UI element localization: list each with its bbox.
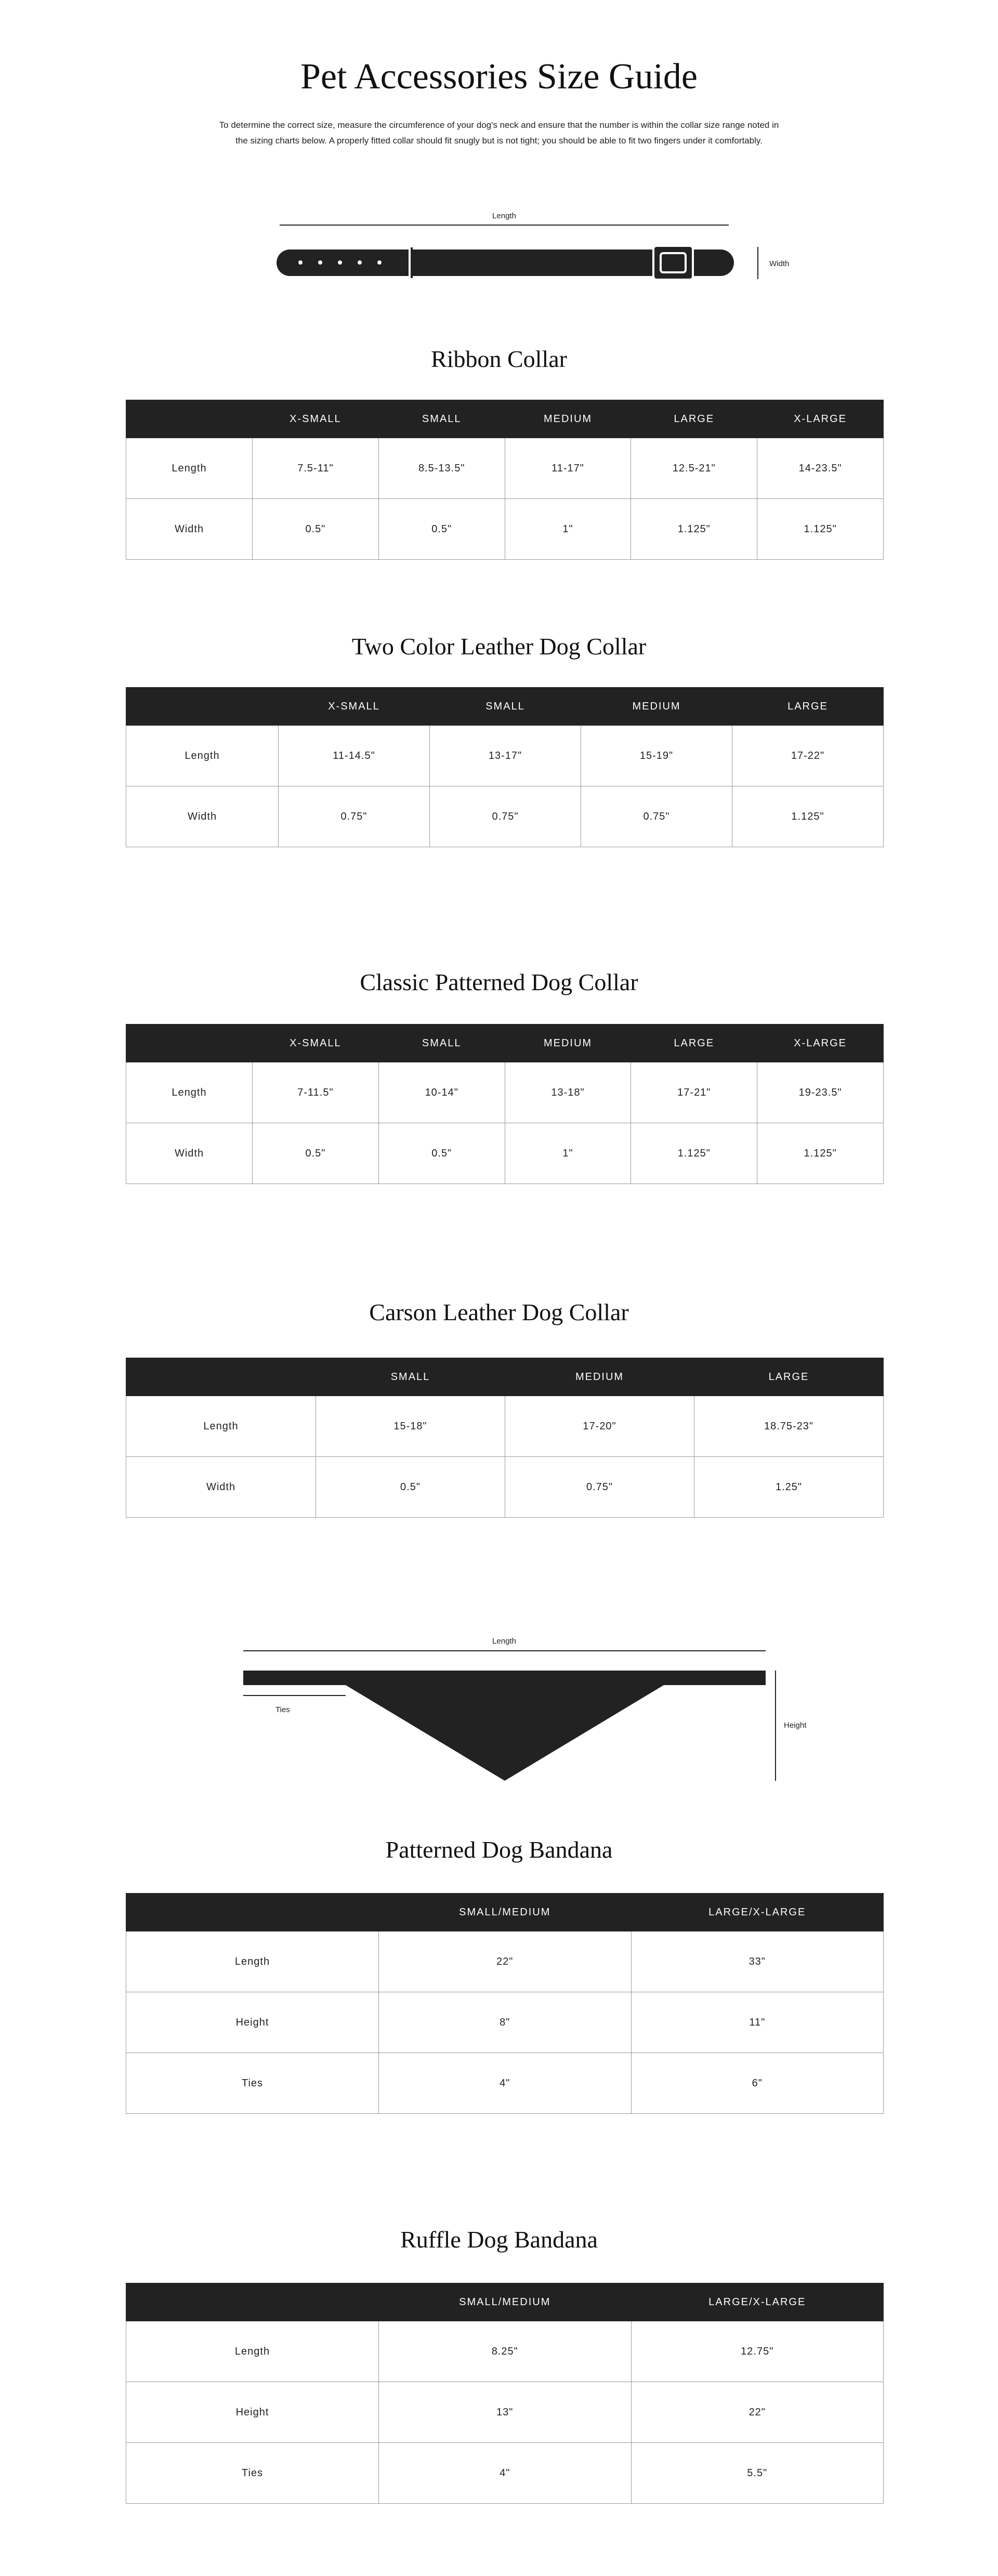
column-header: MEDIUM xyxy=(581,688,732,726)
column-header: LARGE xyxy=(631,1024,757,1062)
ruffle-bandana-title: Ruffle Dog Bandana xyxy=(400,2226,598,2253)
collar-hole xyxy=(358,260,362,265)
table-cell: 10-14" xyxy=(378,1062,505,1123)
row-label: Length xyxy=(126,726,279,786)
table-cell: 0.75" xyxy=(581,786,732,847)
column-header: MEDIUM xyxy=(505,1358,694,1396)
collar-length-label: Length xyxy=(492,212,516,220)
table-cell: 1.125" xyxy=(631,1123,757,1184)
column-header: SMALL/MEDIUM xyxy=(379,2283,632,2321)
table-cell: 0.75" xyxy=(279,786,430,847)
table-cell: 0.5" xyxy=(316,1457,505,1518)
bandana-triangle xyxy=(346,1685,664,1781)
table-cell: 13-18" xyxy=(505,1062,631,1123)
table-cell: 0.5" xyxy=(378,499,505,560)
table-row xyxy=(126,1457,884,1518)
table-cell: 12.5-21" xyxy=(631,438,757,499)
table-corner xyxy=(126,1358,316,1396)
table-cell: 5.5" xyxy=(631,2443,884,2504)
row-label: Length xyxy=(126,438,253,499)
column-header: X-LARGE xyxy=(757,400,884,438)
table-cell: 15-18" xyxy=(316,1396,505,1457)
table-cell: 0.5" xyxy=(253,499,379,560)
patterned-bandana-table xyxy=(126,1893,884,2114)
table-corner xyxy=(126,1024,253,1062)
table-cell: 1.125" xyxy=(631,499,757,560)
table-cell: 4" xyxy=(379,2443,632,2504)
table-cell: 33" xyxy=(631,1931,884,1992)
bandana-diagram xyxy=(0,1611,998,1788)
collar-hole xyxy=(377,260,382,265)
table-row xyxy=(126,786,884,847)
column-header: X-SMALL xyxy=(253,1024,379,1062)
collar-hole xyxy=(318,260,322,265)
table-cell: 22" xyxy=(379,1931,632,1992)
column-header: LARGE/X-LARGE xyxy=(631,1894,884,1931)
column-header: LARGE xyxy=(631,400,757,438)
table-header-row xyxy=(126,688,884,726)
row-label: Length xyxy=(126,1396,316,1457)
table-cell: 17-20" xyxy=(505,1396,694,1457)
table-cell: 19-23.5" xyxy=(757,1062,884,1123)
column-header: SMALL xyxy=(316,1358,505,1396)
table-cell: 14-23.5" xyxy=(757,438,884,499)
table-row xyxy=(126,1992,884,2053)
classic-patterned-collar-table xyxy=(126,1024,884,1184)
column-header: SMALL/MEDIUM xyxy=(379,1894,632,1931)
table-cell: 0.5" xyxy=(253,1123,379,1184)
carson-collar-title: Carson Leather Dog Collar xyxy=(369,1299,629,1325)
row-label: Width xyxy=(126,1457,316,1518)
carson-collar-table xyxy=(126,1358,884,1518)
table-cell: 0.5" xyxy=(378,1123,505,1184)
table-cell: 12.75" xyxy=(631,2321,884,2382)
two-color-collar-title: Two Color Leather Dog Collar xyxy=(351,633,647,660)
table-row xyxy=(126,438,884,499)
collar-hole xyxy=(298,260,303,265)
row-label: Length xyxy=(126,1931,379,1992)
intro-line-1: To determine the correct size, measure the circumference of your dog's neck and ensure that the number is within the collar size range noted in xyxy=(219,120,779,130)
column-header: LARGE/X-LARGE xyxy=(631,2283,884,2321)
column-header: MEDIUM xyxy=(505,1024,631,1062)
column-header: LARGE xyxy=(732,688,884,726)
table-corner xyxy=(126,1894,379,1931)
two-color-collar-table xyxy=(126,687,884,847)
table-row xyxy=(126,726,884,786)
table-row xyxy=(126,1062,884,1123)
column-header: SMALL xyxy=(378,1024,505,1062)
row-label: Length xyxy=(126,2321,379,2382)
table-header-row xyxy=(126,1358,884,1396)
table-cell: 1" xyxy=(505,1123,631,1184)
table-cell: 1" xyxy=(505,499,631,560)
table-cell: 0.75" xyxy=(430,786,581,847)
ribbon-collar-title: Ribbon Collar xyxy=(431,346,567,372)
table-cell: 11-17" xyxy=(505,438,631,499)
table-cell: 1.25" xyxy=(694,1457,884,1518)
table-cell: 13" xyxy=(379,2382,632,2443)
table-corner xyxy=(126,400,253,438)
row-label: Height xyxy=(126,2382,379,2443)
table-cell: 1.125" xyxy=(732,786,884,847)
table-row xyxy=(126,499,884,560)
table-header-row xyxy=(126,1894,884,1931)
table-cell: 8.25" xyxy=(379,2321,632,2382)
collar-hole xyxy=(338,260,342,265)
column-header: X-SMALL xyxy=(253,400,379,438)
table-cell: 11-14.5" xyxy=(279,726,430,786)
page-title: Pet Accessories Size Guide xyxy=(300,57,698,97)
intro-line-2: the sizing charts below. A properly fitted collar should fit snugly but is not tight; you should be able to fit two fingers under it comfortably. xyxy=(235,136,763,146)
table-cell: 18.75-23" xyxy=(694,1396,884,1457)
ribbon-collar-table xyxy=(126,400,884,560)
table-header-row xyxy=(126,400,884,438)
table-cell: 0.75" xyxy=(505,1457,694,1518)
row-label: Width xyxy=(126,786,279,847)
row-label: Height xyxy=(126,1992,379,2053)
column-header: MEDIUM xyxy=(505,400,631,438)
table-cell: 4" xyxy=(379,2053,632,2114)
table-cell: 8.5-13.5" xyxy=(378,438,505,499)
column-header: X-LARGE xyxy=(757,1024,884,1062)
table-cell: 6" xyxy=(631,2053,884,2114)
table-header-row xyxy=(126,2283,884,2321)
table-cell: 15-19" xyxy=(581,726,732,786)
table-row xyxy=(126,2382,884,2443)
table-row xyxy=(126,1396,884,1457)
table-cell: 22" xyxy=(631,2382,884,2443)
table-header-row xyxy=(126,1024,884,1062)
table-corner xyxy=(126,688,279,726)
table-row xyxy=(126,2443,884,2504)
column-header: LARGE xyxy=(694,1358,884,1396)
table-cell: 17-21" xyxy=(631,1062,757,1123)
bandana-band xyxy=(243,1671,766,1685)
table-row xyxy=(126,2053,884,2114)
classic-patterned-collar-title: Classic Patterned Dog Collar xyxy=(360,969,638,995)
patterned-bandana-title: Patterned Dog Bandana xyxy=(385,1836,613,1863)
bandana-ties-label: Ties xyxy=(275,1705,290,1714)
table-cell: 11" xyxy=(631,1992,884,2053)
table-cell: 17-22" xyxy=(732,726,884,786)
column-header: SMALL xyxy=(430,688,581,726)
collar-buckle xyxy=(653,246,693,280)
bandana-length-label: Length xyxy=(492,1637,516,1646)
table-cell: 8" xyxy=(379,1992,632,2053)
table-cell: 13-17" xyxy=(430,726,581,786)
column-header: X-SMALL xyxy=(279,688,430,726)
table-cell: 7.5-11" xyxy=(253,438,379,499)
table-row xyxy=(126,1931,884,1992)
collar-keeper xyxy=(411,247,413,278)
table-row xyxy=(126,2321,884,2382)
table-corner xyxy=(126,2283,379,2321)
table-cell: 1.125" xyxy=(757,1123,884,1184)
column-header: SMALL xyxy=(378,400,505,438)
bandana-height-label: Height xyxy=(784,1721,807,1730)
table-row xyxy=(126,1123,884,1184)
row-label: Width xyxy=(126,499,253,560)
table-cell: 7-11.5" xyxy=(253,1062,379,1123)
row-label: Ties xyxy=(126,2443,379,2504)
row-label: Width xyxy=(126,1123,253,1184)
table-cell: 1.125" xyxy=(757,499,884,560)
row-label: Ties xyxy=(126,2053,379,2114)
collar-diagram xyxy=(0,0,998,291)
ruffle-bandana-table xyxy=(126,2283,884,2504)
collar-width-label: Width xyxy=(769,259,790,268)
row-label: Length xyxy=(126,1062,253,1123)
